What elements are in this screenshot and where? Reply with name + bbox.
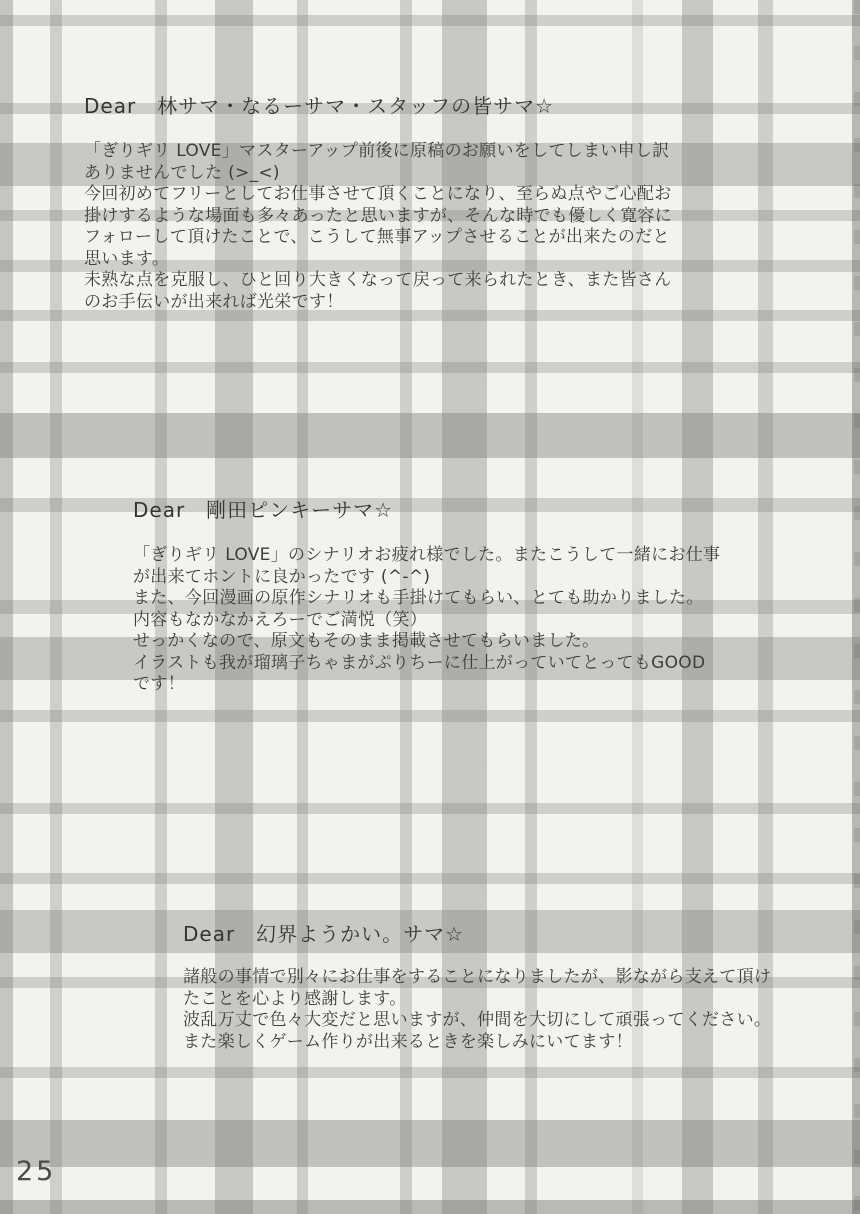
page-number: 25 (16, 1156, 57, 1187)
section-body (183, 967, 771, 1053)
text-line: 内容もなかなかえろーでご満悦（笑） (133, 609, 428, 630)
text-line: また、今回漫画の原作シナリオも手掛けてもらい、とても助かりました。 (133, 588, 704, 608)
text-line: 思います。 (84, 248, 170, 269)
text-line: せっかくなので、原文もそのまま掲載させてもらいました。 (133, 631, 600, 651)
text-line: フォローして頂けたことで、こうして無事アップさせることが出来たのだと (84, 227, 670, 247)
text-line: 掛けするような場面も多々あったと思いますが、そんな時でも優しく寛容に (84, 205, 673, 226)
scan-edge-artifact (854, 0, 860, 1214)
text-line: ありませんでした (>_<) (84, 162, 280, 183)
text-line: 波乱万丈で色々大変だと思いますが、仲間を大切にして頑張ってください。 (183, 1010, 772, 1030)
letter-section-pinky (133, 494, 720, 696)
text-line: 未熟な点を克服し、ひと回り大きくなって戻って来られたとき、また皆さん (84, 270, 672, 290)
text-line: たことを心より感謝します。 (183, 988, 407, 1009)
text-line: 諸般の事情で別々にお仕事をすることになりましたが、影ながら支えて頂け (183, 967, 772, 987)
text-line: が出来てホントに良かったです (^-^) (133, 566, 431, 587)
text-line: です！ (133, 674, 185, 694)
section-body (84, 141, 672, 313)
section-heading: Dear 幻界ようかい。サマ☆ (183, 922, 465, 946)
text-line: イラストも我が瑠璃子ちゃまがぷりちーに仕上がっていてとってもGOOD (133, 652, 706, 673)
section-body (133, 545, 720, 696)
letter-section-genkai (183, 918, 771, 1053)
text-line: 「ぎりギリ LOVE」のシナリオお疲れ様でした。またこうして一緒にお仕事 (133, 545, 721, 565)
section-heading: Dear 剛田ピンキーサマ☆ (133, 498, 394, 522)
letter-section-staff (84, 90, 672, 313)
text-line: また楽しくゲーム作りが出来るときを楽しみにいてます！ (183, 1031, 633, 1052)
text-line: 「ぎりギリ LOVE」マスターアップ前後に原稿のお願いをしてしまい申し訳 (84, 141, 670, 161)
text-line: のお手伝いが出来れば光栄です！ (84, 291, 344, 312)
section-heading: Dear 林サマ・なるーサマ・スタッフの皆サマ☆ (84, 94, 555, 118)
text-line: 今回初めてフリーとしてお仕事させて頂くことになり、至らぬ点やご心配お (84, 184, 672, 204)
